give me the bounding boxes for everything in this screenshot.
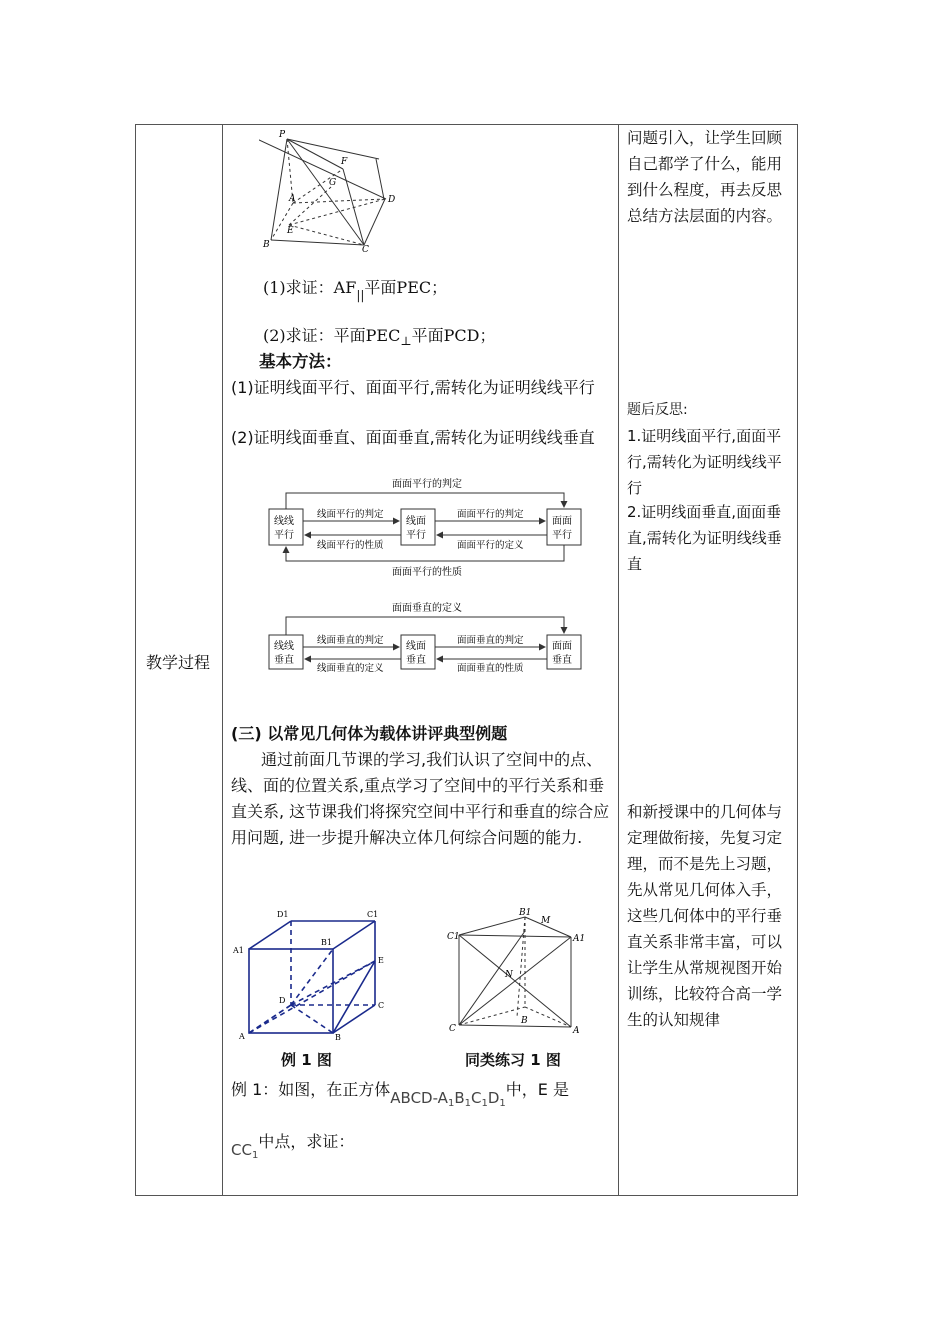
prism-label-c: C xyxy=(449,1024,456,1034)
vd-arrow2-bottom: 面面垂直的性质 xyxy=(457,663,524,674)
example1-line1: 例 1：如图，在正方体ABCD-$A_1B_1C_1D_1$中，E 是 xyxy=(231,1080,569,1109)
vd-box1-line2: 垂直 xyxy=(274,655,294,666)
cube-label-e: E xyxy=(378,956,384,965)
section3-paragraph: 通过前面几节课的学习,我们认识了空间中的点、线、面的位置关系,重点学习了空间中的平行关系和垂直关系, 这节课我们将探究空间中平行和垂直的综合应用问题, 进一步提升解决立体几何综合问题的能力. xyxy=(231,750,610,847)
pyramid-label-e: E xyxy=(287,226,294,236)
pd-box2-line2: 平行 xyxy=(406,530,426,541)
pd-arrow2-bottom: 面面平行的定义 xyxy=(457,540,524,551)
prism-label-m: M xyxy=(541,916,551,926)
prism-label-c1: C1 xyxy=(447,932,460,942)
note-intro: 问题引入，让学生回顾自己都学了什么，能用到什么程度，再去反思总结方法层面的内容。 xyxy=(627,129,783,225)
vd-arrow1-top: 线面垂直的判定 xyxy=(317,635,384,646)
cube-label-d1: D1 xyxy=(277,910,289,919)
pyramid-label-f: F xyxy=(341,157,348,167)
vd-box2-line2: 垂直 xyxy=(406,655,426,666)
parallel-relation-diagram xyxy=(257,475,597,585)
prism-figure xyxy=(445,905,595,1045)
pyramid-label-a: A xyxy=(289,194,296,204)
prism-label-a: A xyxy=(573,1026,580,1036)
figure1-caption: 例 1 图 xyxy=(281,1051,332,1069)
pd-top-label: 面面平行的判定 xyxy=(392,479,462,490)
lesson-table xyxy=(135,124,798,1196)
section3-title: (三) 以常见几何体为载体讲评典型例题 xyxy=(231,724,508,743)
perpendicular-relation-diagram xyxy=(257,601,597,681)
pyramid-label-g: G xyxy=(329,178,337,188)
cube-label-c1: C1 xyxy=(367,910,379,919)
cube-label-d: D xyxy=(279,996,286,1005)
pd-arrow1-top: 线面平行的判定 xyxy=(317,509,384,520)
cube-label-b: B xyxy=(335,1033,341,1042)
pd-box2-line1: 线面 xyxy=(406,516,426,527)
vd-box3-line2: 垂直 xyxy=(552,655,572,666)
method-item-1: (1)证明线面平行、面面平行,需转化为证明线线平行 xyxy=(231,378,595,397)
row-label: 教学过程 xyxy=(146,653,211,672)
method-item-2: (2)证明线面垂直、面面垂直,需转化为证明线线垂直 xyxy=(231,428,595,447)
pd-box1-line1: 线线 xyxy=(274,516,294,527)
vd-box1-line1: 线线 xyxy=(274,641,294,652)
method-title: 基本方法： xyxy=(259,352,342,371)
cube-label-b1: B1 xyxy=(321,938,332,947)
vd-arrow2-top: 面面垂直的判定 xyxy=(457,635,524,646)
vd-box2-line1: 线面 xyxy=(406,641,426,652)
cube-label-c: C xyxy=(378,1001,385,1010)
pyramid-label-p: P xyxy=(279,130,286,140)
pyramid-figure xyxy=(259,127,409,252)
prism-label-n: N xyxy=(505,970,513,980)
cube-label-a: A xyxy=(239,1032,245,1041)
pd-arrow1-bottom: 线面平行的性质 xyxy=(317,540,384,551)
prism-label-b1: B1 xyxy=(519,908,532,918)
figure2-caption: 同类练习 1 图 xyxy=(465,1051,561,1069)
note-reflect-1: 1.证明线面平行,面面平行,需转化为证明线线平行 xyxy=(627,427,782,497)
note-reflect-2: 2.证明线面垂直,面面垂直,需转化为证明线线垂直 xyxy=(627,503,782,573)
pd-box3-line2: 平行 xyxy=(552,530,572,541)
cube-figure xyxy=(229,905,389,1045)
pyramid-label-d: D xyxy=(388,195,396,205)
problem-1: (1)求证：$AF_{||}$平面PEC； xyxy=(263,278,448,302)
row-label-cell xyxy=(136,125,222,1195)
pd-box3-line1: 面面 xyxy=(552,516,572,527)
notes-cell xyxy=(619,125,797,1195)
example1-line2: $CC_1$中点，求证： xyxy=(231,1132,355,1161)
note-bridge: 和新授课中的几何体与定理做衔接，先复习定理，而不是先上习题，先从常见几何体入手，这些几何体中的平行垂直关系非常丰富，可以让学生从常规视图开始训练，比较符合高一学生的认知规律 xyxy=(627,803,783,1029)
cube-label-a1: A1 xyxy=(233,946,244,955)
pd-bottom-label: 面面平行的性质 xyxy=(392,567,462,578)
vd-top-label: 面面垂直的定义 xyxy=(392,603,462,614)
problem-2: (2)求证：平面$PEC_\perp$平面PCD； xyxy=(263,326,496,348)
vd-arrow1-bottom: 线面垂直的定义 xyxy=(317,663,384,674)
main-content-cell xyxy=(223,125,618,1195)
note-reflect-title: 题后反思: xyxy=(627,402,688,418)
pd-arrow2-top: 面面平行的判定 xyxy=(457,509,524,520)
pd-box1-line2: 平行 xyxy=(274,530,294,541)
vd-box3-line1: 面面 xyxy=(552,641,572,652)
pyramid-label-b: B xyxy=(263,240,270,250)
pyramid-label-c: C xyxy=(362,245,369,252)
prism-label-a1: A1 xyxy=(573,934,586,944)
prism-label-b: B xyxy=(521,1016,528,1026)
